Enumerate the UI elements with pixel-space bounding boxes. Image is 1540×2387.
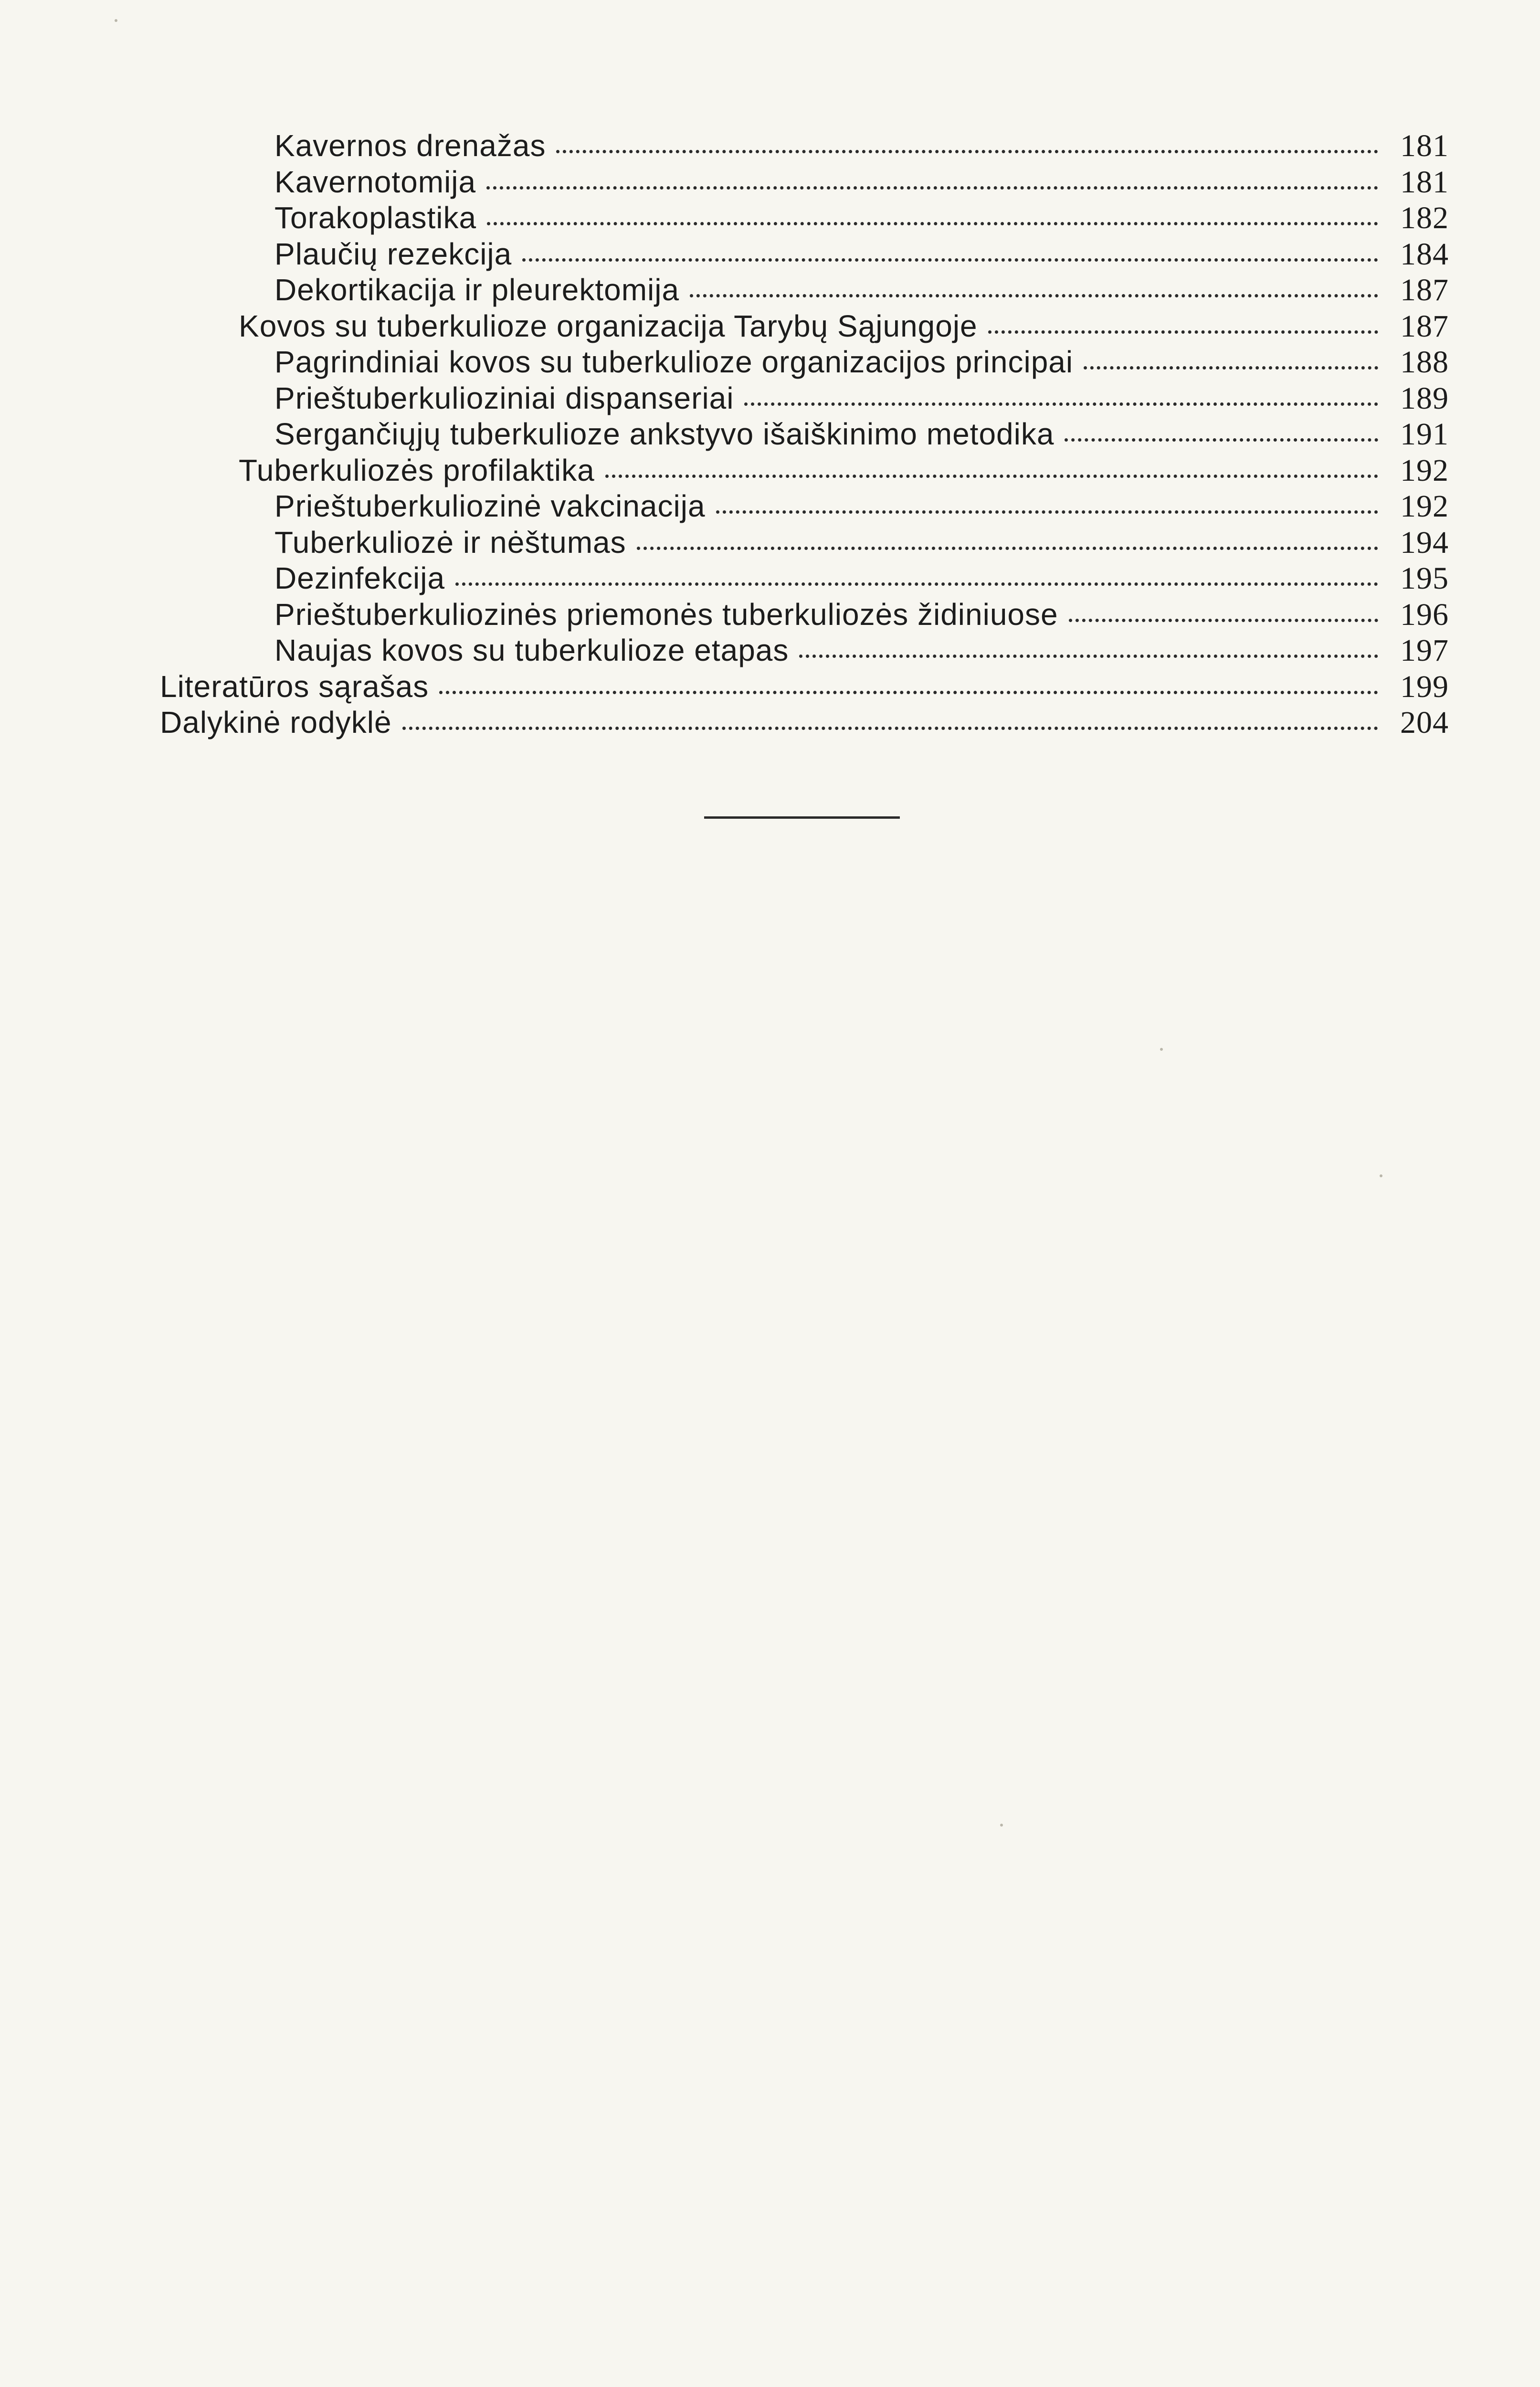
- dot-leader: [988, 330, 1378, 334]
- toc-entry: [160, 128, 1449, 164]
- toc-entry: [160, 416, 1449, 453]
- toc-entry-page-number: 192: [1400, 453, 1449, 488]
- toc-entry-title: Tuberkuliozė ir nėštumas: [274, 525, 626, 560]
- toc-entry-title: Dezinfekcija: [274, 561, 445, 595]
- dot-leader: [1069, 619, 1378, 622]
- toc-entry-title: Prieštuberkulioziniai dispanseriai: [274, 380, 734, 415]
- toc-entry: [160, 488, 1449, 525]
- dot-leader: [402, 727, 1378, 730]
- toc-entry: [160, 380, 1449, 417]
- toc-entry-title: Literatūros sąrašas: [160, 669, 429, 704]
- toc-entry-title: Naujas kovos su tuberkulioze etapas: [274, 633, 789, 667]
- toc-entry-title: Kovos su tuberkulioze organizacija Tarybų Sąjungoje: [239, 308, 978, 343]
- toc-entry-page-number: 181: [1400, 128, 1449, 163]
- toc-entry: [160, 200, 1449, 236]
- toc-entry-title: Prieštuberkuliozinės priemonės tuberkuliozės židiniuose: [274, 597, 1058, 632]
- dot-leader: [487, 222, 1378, 225]
- toc-entry-page-number: 192: [1400, 489, 1449, 524]
- toc-entry-title: Dalykinė rodyklė: [160, 705, 392, 739]
- toc-entry-page-number: 195: [1400, 561, 1449, 596]
- toc-entry-page-number: 187: [1400, 308, 1449, 344]
- toc-entry: [160, 669, 1449, 705]
- toc-entry-page-number: 194: [1400, 525, 1449, 560]
- toc-entry-page-number: 182: [1400, 201, 1449, 235]
- paper-speck: [1160, 1048, 1163, 1051]
- toc-entry: [160, 453, 1449, 489]
- toc-entry-title: Kavernotomija: [274, 164, 476, 199]
- toc-entry-title: Torakoplastika: [274, 201, 477, 235]
- paper-speck: [1380, 1174, 1382, 1177]
- dot-leader: [637, 547, 1378, 550]
- dot-leader: [605, 475, 1378, 478]
- toc-entry-page-number: 191: [1400, 417, 1449, 452]
- toc-entry-page-number: 199: [1400, 669, 1449, 704]
- dot-leader: [455, 582, 1378, 586]
- dot-leader: [690, 294, 1378, 297]
- dot-leader: [1084, 366, 1378, 370]
- toc-entry-page-number: 188: [1400, 345, 1449, 380]
- toc-entry-title: Prieštuberkuliozinė vakcinacija: [274, 489, 706, 523]
- toc-entry-page-number: 184: [1400, 236, 1449, 272]
- toc-entry: [160, 560, 1449, 597]
- paper-speck: [115, 19, 117, 22]
- dot-leader: [439, 691, 1378, 694]
- toc-entry-page-number: 204: [1400, 705, 1449, 740]
- dot-leader: [1065, 438, 1378, 442]
- toc-entry: [160, 705, 1449, 741]
- toc-entry: [160, 597, 1449, 633]
- dot-leader: [716, 510, 1378, 514]
- toc-entry-title: Tuberkuliozės profilaktika: [239, 453, 595, 487]
- toc-entry-page-number: 187: [1400, 273, 1449, 307]
- dot-leader: [799, 655, 1378, 658]
- dot-leader: [522, 258, 1378, 262]
- toc-entry-page-number: 189: [1400, 380, 1449, 416]
- dot-leader: [556, 150, 1378, 153]
- toc-entry: [160, 272, 1449, 308]
- toc-entry-title: Kavernos drenažas: [274, 128, 546, 163]
- toc-entry: [160, 308, 1449, 345]
- dot-leader: [744, 402, 1378, 406]
- toc-entry: [160, 344, 1449, 380]
- dot-leader: [486, 186, 1378, 190]
- toc-entry-page-number: 197: [1400, 633, 1449, 668]
- toc-entry-page-number: 181: [1400, 164, 1449, 200]
- toc-entry: [160, 633, 1449, 669]
- paper-speck: [1000, 1824, 1003, 1827]
- toc-entry: [160, 164, 1449, 201]
- toc-entry-title: Pagrindiniai kovos su tuberkulioze organizacijos principai: [274, 345, 1074, 379]
- closing-rule: [704, 816, 900, 819]
- toc-entry-page-number: 196: [1400, 597, 1449, 632]
- toc-entry-title: Dekortikacija ir pleurektomija: [274, 273, 680, 307]
- toc-entry: [160, 525, 1449, 561]
- toc-entry-title: Plaučių rezekcija: [274, 236, 512, 271]
- table-of-contents: [160, 128, 1449, 741]
- toc-entry: [160, 236, 1449, 273]
- toc-entry-title: Sergančiųjų tuberkulioze ankstyvo išaiškinimo metodika: [274, 417, 1055, 451]
